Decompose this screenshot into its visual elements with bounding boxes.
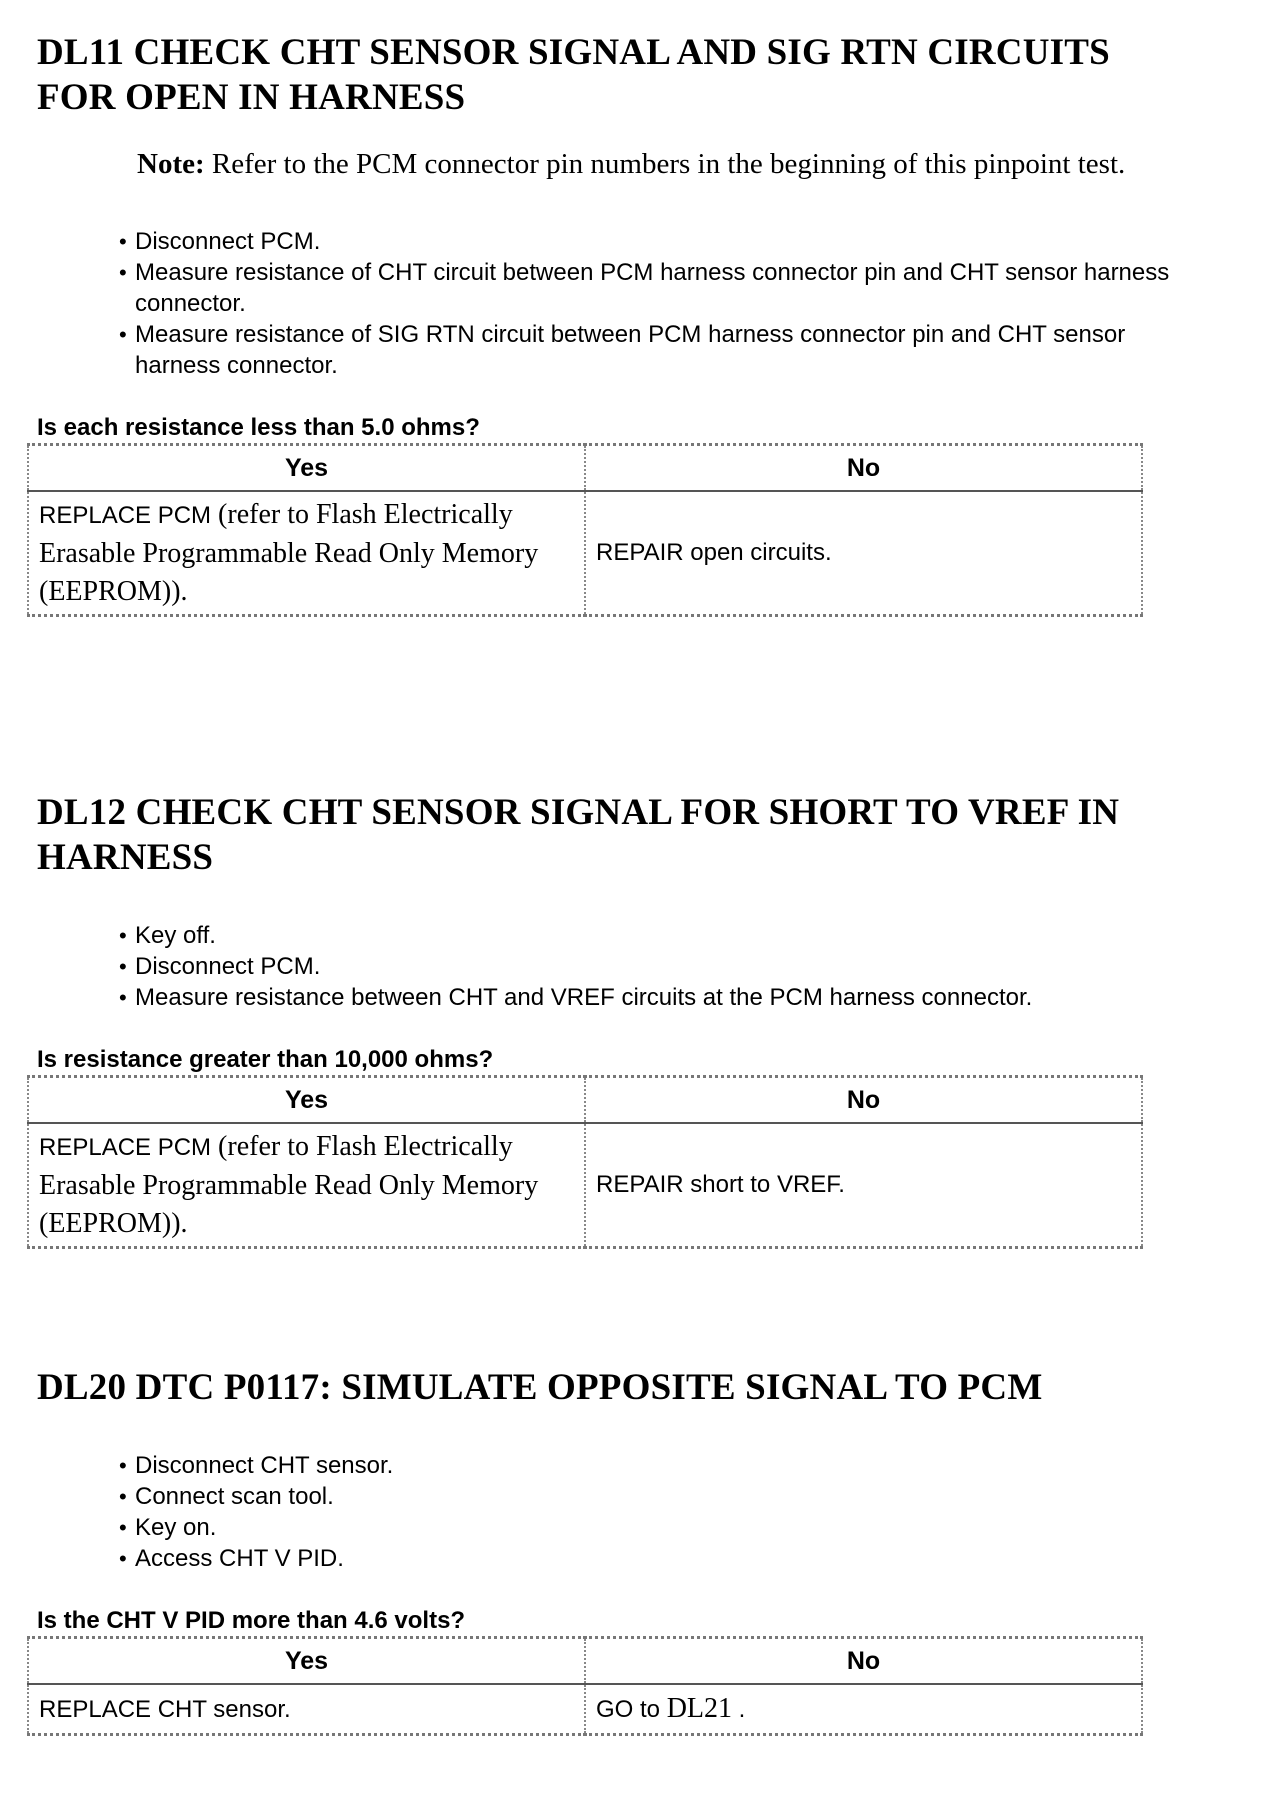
yes-header: Yes [28, 1638, 585, 1685]
yes-no-table [27, 1636, 1143, 1736]
no-cell: REPAIR open circuits. [585, 491, 1142, 616]
step-item: • Access CHT V PID. [119, 1543, 1249, 1574]
no-header: No [585, 1638, 1142, 1685]
step-list [119, 1450, 1249, 1574]
step-item: • Measure resistance of CHT circuit between PCM harness connector pin and CHT sensor harness connector. [119, 257, 1215, 319]
question: Is each resistance less than 5.0 ohms? [37, 414, 480, 441]
step-item: • Connect scan tool. [119, 1481, 1249, 1512]
no-action: GO to [596, 1696, 667, 1723]
yes-header: Yes [28, 445, 585, 492]
no-header: No [585, 445, 1142, 492]
yes-action: REPLACE CHT sensor. [39, 1695, 291, 1723]
question: Is resistance greater than 10,000 ohms? [37, 1046, 494, 1073]
step-list [119, 920, 1249, 1013]
note-text: Refer to the PCM connector pin numbers in the beginning of this pinpoint test. [204, 148, 1126, 180]
table-header-row [28, 445, 1142, 492]
note [137, 146, 1197, 182]
step-item: • Measure resistance between CHT and VREF circuits at the PCM harness connector. [119, 982, 1249, 1013]
step-item: • Key off. [119, 920, 1249, 951]
yes-cell [28, 1684, 585, 1735]
table-row [28, 491, 1142, 616]
step-list [119, 226, 1249, 381]
yes-action: REPLACE PCM [39, 501, 212, 529]
table-header-row [28, 1077, 1142, 1124]
no-cell [585, 1684, 1142, 1735]
table-header-row [28, 1638, 1142, 1685]
yes-cell [28, 491, 585, 616]
note-label: Note: [137, 148, 205, 180]
step-item: • Disconnect PCM. [119, 951, 1249, 982]
yes-no-table [27, 1075, 1143, 1249]
step-item: • Key on. [119, 1512, 1249, 1543]
section-dl20 [37, 1365, 1237, 1736]
yes-cell [28, 1123, 585, 1248]
yes-action: REPLACE PCM [39, 1133, 212, 1161]
no-suffix: . [732, 1696, 746, 1723]
step-item: • Measure resistance of SIG RTN circuit between PCM harness connector pin and CHT sensor harness connector. [119, 319, 1185, 381]
step-item: • Disconnect PCM. [119, 226, 1249, 257]
section-dl11 [37, 30, 1237, 617]
section-title: DL11 CHECK CHT SENSOR SIGNAL AND SIG RTN CIRCUITS FOR OPEN IN HARNESS [37, 32, 1110, 118]
no-cell: REPAIR short to VREF. [585, 1123, 1142, 1248]
dl21-link[interactable]: DL21 [666, 1693, 733, 1724]
section-title: DL20 DTC P0117: SIMULATE OPPOSITE SIGNAL TO PCM [37, 1367, 1043, 1408]
yes-header: Yes [28, 1077, 585, 1124]
table-row [28, 1123, 1142, 1248]
question: Is the CHT V PID more than 4.6 volts? [37, 1607, 466, 1634]
section-title: DL12 CHECK CHT SENSOR SIGNAL FOR SHORT TO VREF IN HARNESS [37, 792, 1120, 878]
yes-reference: (refer to Flash Electrically Erasable Programmable Read Only Memory (EEPROM)). [39, 1130, 539, 1239]
yes-reference: (refer to Flash Electrically Erasable Programmable Read Only Memory (EEPROM)). [39, 498, 539, 607]
step-item: • Disconnect CHT sensor. [119, 1450, 1249, 1481]
yes-no-table [27, 443, 1143, 617]
no-header: No [585, 1077, 1142, 1124]
section-dl12 [37, 790, 1237, 1249]
table-row [28, 1684, 1142, 1735]
